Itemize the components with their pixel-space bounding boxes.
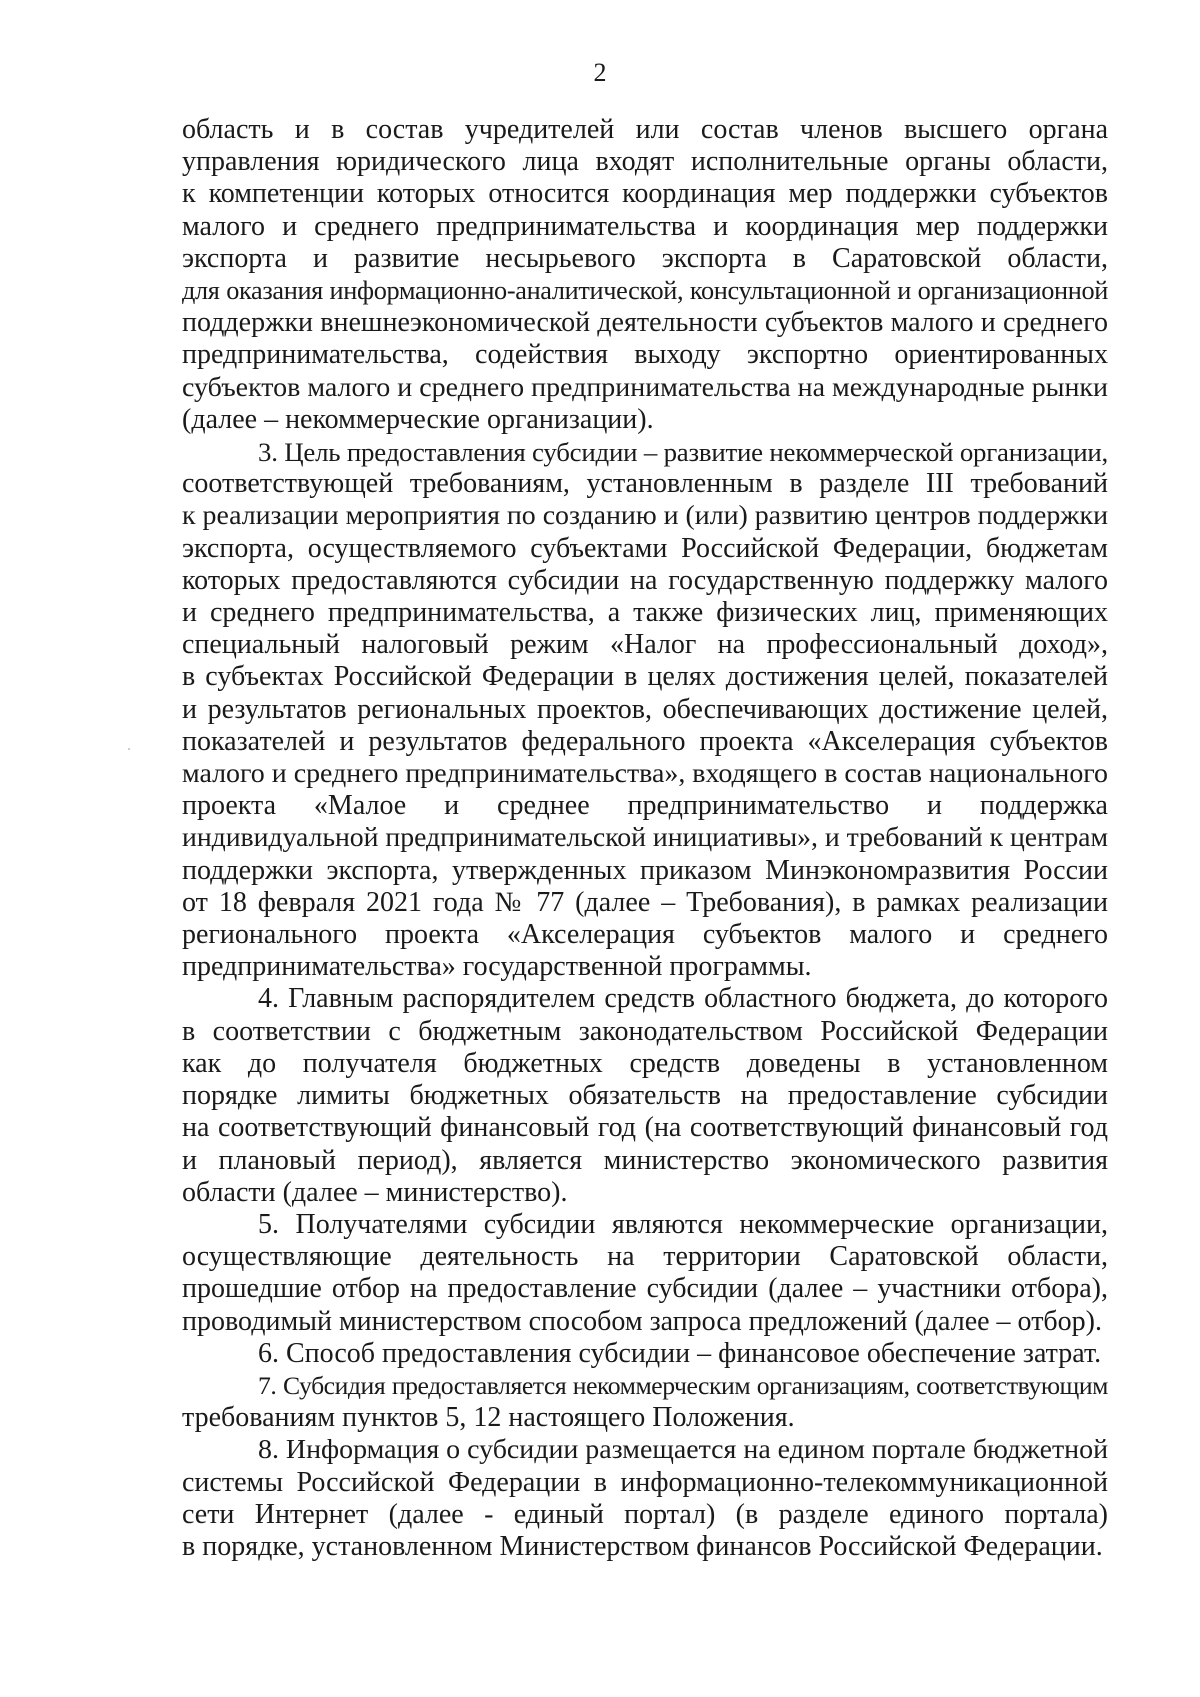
text-line: 6. Способ предоставления субсидии – финансовое обеспечение затрат. [258,1337,1102,1369]
text-line: и плановый период), является министерство экономического развития [182,1144,1108,1176]
text-line: и результатов региональных проектов, обеспечивающих достижение целей, [182,693,1108,725]
text-line: для оказания информационно-аналитической, консультационной и организационной [182,276,1108,306]
text-line: в субъектах Российской Федерации в целях достижения целей, показателей [182,661,1108,693]
text-line: как до получателя бюджетных средств доведены в установленном [182,1047,1108,1079]
text-line: области (далее – министерство). [182,1176,568,1208]
scan-speck [128,748,130,750]
text-line: в соответствии с бюджетным законодательством Российской Федерации [182,1015,1108,1047]
text-line: осуществляющие деятельность на территории Саратовской области, [182,1241,1108,1273]
text-line: которых предоставляются субсидии на государственную поддержку малого [182,564,1108,596]
text-line: системы Российской Федерации в информационно-телекоммуникационной [182,1466,1108,1498]
text-line: поддержки экспорта, утвержденных приказом Минэкономразвития России [182,854,1108,886]
paragraph [182,1338,1108,1370]
text-line: 3. Цель предоставления субсидии – развитие некоммерческой организации, [258,437,1108,468]
text-line: специальный налоговый режим «Налог на профессиональный доход», [182,629,1108,661]
text-line: к компетенции которых относится координация мер поддержки субъектов [182,178,1108,210]
text-line: индивидуальной предпринимательской инициативы», и требований к центрам [182,822,1108,854]
text-line: прошедшие отбор на предоставление субсидии (далее – участники отбора), [182,1273,1108,1305]
text-line: 8. Информация о субсидии размещается на едином портале бюджетной [258,1434,1108,1466]
text-line: к реализации мероприятия по созданию и (или) развитию центров поддержки [182,500,1108,532]
text-line: малого и среднего предпринимательства и координация мер поддержки [182,210,1108,242]
paragraph [182,114,1108,436]
text-line: 4. Главным распорядителем средств областного бюджета, до которого [258,983,1108,1015]
paragraph [182,983,1108,1208]
text-line: область и в состав учредителей или состав членов высшего органа [182,114,1108,145]
paragraph [182,1370,1108,1434]
text-line: требованиям пунктов 5, 12 настоящего Положения. [182,1402,795,1434]
text-line: экспорта и развитие несырьевого экспорта в Саратовской области, [182,242,1108,274]
text-line: (далее – некоммерческие организации). [182,403,654,435]
text-line: соответствующей требованиям, установленным в разделе III требований [182,468,1108,500]
text-line: субъектов малого и среднего предпринимательства на международные рынки [182,371,1108,403]
text-line: малого и среднего предпринимательства», входящего в состав национального [182,758,1108,790]
paragraph [182,436,1108,983]
text-line: 7. Субсидия предоставляется некоммерческим организациям, соответствующим [258,1370,1108,1400]
text-line: на соответствующий финансовый год (на соответствующий финансовый год [182,1112,1108,1144]
paragraph [182,1434,1108,1563]
text-line: показателей и результатов федерального проекта «Акселерация субъектов [182,725,1108,757]
text-line: и среднего предпринимательства, а также физических лиц, применяющих [182,597,1108,629]
text-line: регионального проекта «Акселерация субъектов малого и среднего [182,919,1108,951]
text-line: предпринимательства, содействия выходу экспортно ориентированных [182,339,1108,371]
text-line: от 18 февраля 2021 года № 77 (далее – Требования), в рамках реализации [182,886,1108,918]
document-body [182,114,1108,1563]
page-number: 2 [593,58,607,87]
text-line: экспорта, осуществляемого субъектами Российской Федерации, бюджетам [182,532,1108,564]
text-line: 5. Получателями субсидии являются некоммерческие организации, [258,1208,1108,1240]
text-line: проводимый министерством способом запроса предложений (далее – отбор). [182,1305,1102,1337]
text-line: порядке лимиты бюджетных обязательств на предоставление субсидии [182,1080,1108,1112]
text-line: в порядке, установленном Министерством финансов Российской Федерации. [182,1530,1103,1562]
text-line: предпринимательства» государственной программы. [182,951,812,983]
paragraph [182,1209,1108,1338]
text-line: управления юридического лица входят исполнительные органы области, [182,146,1108,178]
text-line: поддержки внешнеэкономической деятельности субъектов малого и среднего [182,307,1108,339]
text-line: сети Интернет (далее - единый портал) (в разделе единого портала) [182,1498,1108,1530]
text-line: проекта «Малое и среднее предпринимательство и поддержка [182,790,1108,822]
